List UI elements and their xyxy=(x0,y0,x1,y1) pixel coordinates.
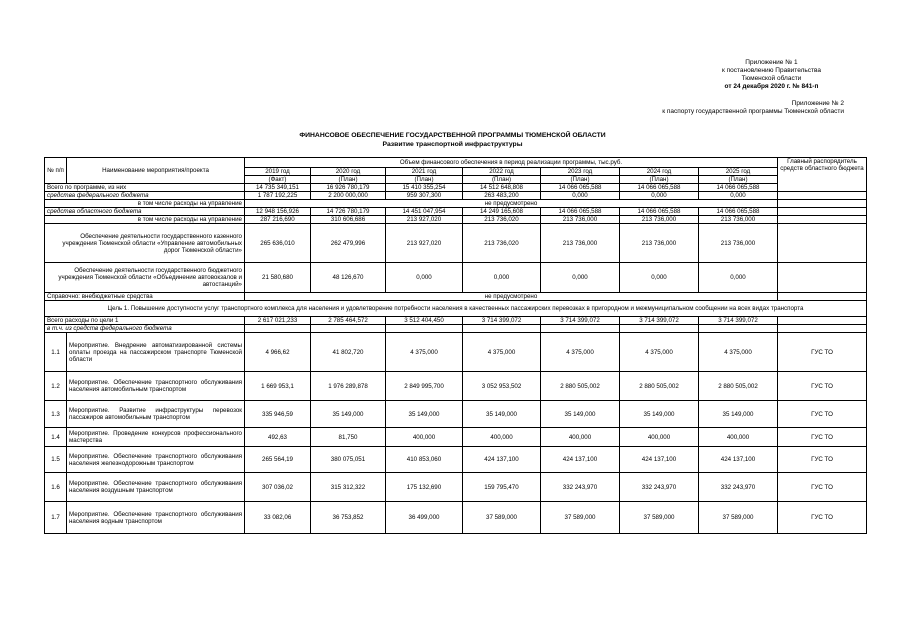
table-row xyxy=(45,473,867,502)
header-year-kind: (План) xyxy=(311,176,386,184)
value-cell: 400,000 xyxy=(386,428,463,447)
item-text: Мероприятие. Обеспечение транспортного обслуживания населения железнодорожным транспортом xyxy=(67,447,245,473)
empty-cell xyxy=(541,325,620,333)
row-regional-label: средства областного бюджета xyxy=(45,208,245,216)
value-cell: 14 066 065,588 xyxy=(541,208,620,216)
header-row-1 xyxy=(45,158,867,168)
empty-cell xyxy=(699,325,778,333)
row-federal-label: средства федерального бюджета xyxy=(45,192,245,200)
header-year-kind: (Факт) xyxy=(245,176,311,184)
row-federal-mgmt-note: не предусмотрено xyxy=(245,200,778,208)
value-cell: 265 564,19 xyxy=(245,447,311,473)
row-total-label: Всего по программе, из них xyxy=(45,184,245,192)
value-cell: 3 714 399,072 xyxy=(463,317,541,325)
item-number: 1.5 xyxy=(45,447,67,473)
value-cell: 14 249 165,608 xyxy=(463,208,541,216)
value-cell: 213 736,000 xyxy=(541,224,620,263)
value-cell: 37 589,000 xyxy=(463,502,541,534)
value-cell: 0,000 xyxy=(620,192,699,200)
empty-cell xyxy=(620,325,699,333)
value-cell: 213 736,000 xyxy=(541,216,620,224)
title-main: ФИНАНСОВОЕ ОБЕСПЕЧЕНИЕ ГОСУДАРСТВЕННОЙ ПРОГРАММЫ ТЮМЕНСКОЙ ОБЛАСТИ xyxy=(299,132,606,139)
item-manager: ГУС ТО xyxy=(778,473,867,502)
manager-cell xyxy=(778,293,867,301)
row-goal-total xyxy=(45,317,867,325)
value-cell: 335 946,59 xyxy=(245,401,311,428)
value-cell: 0,000 xyxy=(699,263,778,293)
value-cell: 2 849 995,700 xyxy=(386,372,463,401)
header-num: № п/п xyxy=(45,158,67,184)
appendix-2-line2: к паспорту государственной программы Тюменской области xyxy=(662,108,844,115)
value-cell: 4 375,000 xyxy=(541,333,620,372)
value-cell: 21 580,680 xyxy=(245,263,311,293)
value-cell: 35 149,000 xyxy=(541,401,620,428)
manager-cell xyxy=(778,224,867,263)
row-total xyxy=(45,184,867,192)
value-cell: 4 375,000 xyxy=(620,333,699,372)
row-gku-label: Обеспечение деятельности государственного казенного учреждения Тюменской области «Управление автомобильных дорог Тюменской области» xyxy=(45,224,245,263)
empty-cell xyxy=(386,325,463,333)
appendix-1-line1: Приложение № 1 xyxy=(745,59,798,66)
value-cell: 14 066 065,588 xyxy=(699,208,778,216)
appendix-2-line1: Приложение № 2 xyxy=(791,100,844,107)
header-year: 2019 год xyxy=(245,168,311,176)
value-cell: 262 479,996 xyxy=(311,224,386,263)
value-cell: 410 853,060 xyxy=(386,447,463,473)
item-text: Мероприятие. Обеспечение транспортного обслуживания населения воздушным транспортом xyxy=(67,473,245,502)
item-manager: ГУС ТО xyxy=(778,401,867,428)
value-cell: 0,000 xyxy=(541,263,620,293)
table-row xyxy=(45,372,867,401)
value-cell: 400,000 xyxy=(541,428,620,447)
row-gku xyxy=(45,224,867,263)
value-cell: 81,750 xyxy=(311,428,386,447)
value-cell: 959 307,300 xyxy=(386,192,463,200)
value-cell: 33 082,06 xyxy=(245,502,311,534)
value-cell: 2 880 505,002 xyxy=(620,372,699,401)
table-row xyxy=(45,333,867,372)
value-cell: 37 589,000 xyxy=(699,502,778,534)
value-cell: 0,000 xyxy=(386,263,463,293)
table-row xyxy=(45,502,867,534)
item-number: 1.6 xyxy=(45,473,67,502)
header-year-kind: (План) xyxy=(620,176,699,184)
manager-cell xyxy=(778,317,867,325)
value-cell: 35 149,000 xyxy=(311,401,386,428)
value-cell: 0,000 xyxy=(620,263,699,293)
row-regional-mgmt-label: в том числе расходы на управление xyxy=(45,216,245,224)
value-cell: 35 149,000 xyxy=(699,401,778,428)
value-cell: 12 948 156,926 xyxy=(245,208,311,216)
row-gbu xyxy=(45,263,867,293)
row-regional-mgmt xyxy=(45,216,867,224)
value-cell: 14 066 065,588 xyxy=(699,184,778,192)
value-cell: 1 669 953,1 xyxy=(245,372,311,401)
value-cell: 2 617 021,233 xyxy=(245,317,311,325)
header-year-kind: (План) xyxy=(386,176,463,184)
row-goal-federal xyxy=(45,325,867,333)
value-cell: 1 787 192,225 xyxy=(245,192,311,200)
value-cell: 36 753,852 xyxy=(311,502,386,534)
manager-cell xyxy=(778,216,867,224)
header-year: 2024 год xyxy=(620,168,699,176)
item-number: 1.1 xyxy=(45,333,67,372)
value-cell: 213 736,000 xyxy=(620,224,699,263)
value-cell: 1 976 289,878 xyxy=(311,372,386,401)
value-cell: 37 589,000 xyxy=(541,502,620,534)
value-cell: 36 499,000 xyxy=(386,502,463,534)
value-cell: 307 036,02 xyxy=(245,473,311,502)
value-cell: 424 137,100 xyxy=(541,447,620,473)
value-cell: 3 714 399,072 xyxy=(699,317,778,325)
finance-table xyxy=(44,157,867,534)
value-cell: 14 066 065,588 xyxy=(541,184,620,192)
value-cell: 0,000 xyxy=(699,192,778,200)
header-year: 2023 год xyxy=(541,168,620,176)
value-cell: 4 375,000 xyxy=(463,333,541,372)
value-cell: 3 714 399,072 xyxy=(620,317,699,325)
value-cell: 4 966,62 xyxy=(245,333,311,372)
row-federal xyxy=(45,192,867,200)
document-title xyxy=(0,131,905,149)
row-extra-label: Справочно: внебюджетные средства xyxy=(45,293,245,301)
value-cell: 0,000 xyxy=(541,192,620,200)
title-sub: Развитие транспортной инфраструктуры xyxy=(382,141,523,148)
item-manager: ГУС ТО xyxy=(778,502,867,534)
header-year-kind: (План) xyxy=(699,176,778,184)
value-cell: 213 736,020 xyxy=(463,224,541,263)
row-federal-mgmt-label: в том числе расходы на управление xyxy=(45,200,245,208)
value-cell: 213 736,000 xyxy=(620,216,699,224)
value-cell: 3 052 953,502 xyxy=(463,372,541,401)
appendix-1-line3: Тюменской области xyxy=(741,75,802,82)
item-manager: ГУС ТО xyxy=(778,333,867,372)
header-name: Наименование мероприятия/проекта xyxy=(67,158,245,184)
empty-cell xyxy=(778,325,867,333)
value-cell: 4 375,000 xyxy=(386,333,463,372)
value-cell: 175 132,690 xyxy=(386,473,463,502)
item-text: Мероприятие. Обеспечение транспортного обслуживания населения автомобильным транспортом xyxy=(67,372,245,401)
row-extra-note: не предусмотрено xyxy=(245,293,778,301)
value-cell: 41 802,720 xyxy=(311,333,386,372)
value-cell: 400,000 xyxy=(620,428,699,447)
value-cell: 14 735 349,151 xyxy=(245,184,311,192)
value-cell: 3 512 404,450 xyxy=(386,317,463,325)
header-year: 2021 год xyxy=(386,168,463,176)
value-cell: 14 726 780,179 xyxy=(311,208,386,216)
row-goal xyxy=(45,301,867,317)
item-text: Мероприятие. Развитие инфраструктуры перевозок пассажиров автомобильным транспортом xyxy=(67,401,245,428)
value-cell: 287 216,690 xyxy=(245,216,311,224)
item-manager: ГУС ТО xyxy=(778,372,867,401)
value-cell: 35 149,000 xyxy=(386,401,463,428)
value-cell: 424 137,100 xyxy=(699,447,778,473)
value-cell: 2 785 464,572 xyxy=(311,317,386,325)
empty-cell xyxy=(245,325,311,333)
item-text: Мероприятие. Внедрение автоматизированной системы оплаты проезда на пассажирском транспорте Тюменской области xyxy=(67,333,245,372)
table-row xyxy=(45,428,867,447)
value-cell: 380 075,051 xyxy=(311,447,386,473)
value-cell: 332 243,970 xyxy=(620,473,699,502)
empty-cell xyxy=(463,325,541,333)
value-cell: 213 736,000 xyxy=(699,224,778,263)
value-cell: 213 927,020 xyxy=(386,224,463,263)
manager-cell xyxy=(778,263,867,293)
value-cell: 0,000 xyxy=(463,263,541,293)
table-row xyxy=(45,447,867,473)
value-cell: 4 375,000 xyxy=(699,333,778,372)
appendix-2-block xyxy=(662,100,844,116)
value-cell: 2 880 505,002 xyxy=(699,372,778,401)
value-cell: 14 066 065,588 xyxy=(620,184,699,192)
header-year: 2022 год xyxy=(463,168,541,176)
value-cell: 310 606,686 xyxy=(311,216,386,224)
value-cell: 2 880 505,002 xyxy=(541,372,620,401)
manager-cell xyxy=(778,208,867,216)
item-manager: ГУС ТО xyxy=(778,447,867,473)
row-extra xyxy=(45,293,867,301)
row-regional xyxy=(45,208,867,216)
item-number: 1.2 xyxy=(45,372,67,401)
item-number: 1.4 xyxy=(45,428,67,447)
value-cell: 14 512 648,808 xyxy=(463,184,541,192)
header-year: 2020 год xyxy=(311,168,386,176)
table-row xyxy=(45,401,867,428)
value-cell: 159 795,470 xyxy=(463,473,541,502)
empty-cell xyxy=(311,325,386,333)
item-text: Мероприятие. Проведение конкурсов профессионального мастерства xyxy=(67,428,245,447)
item-text: Мероприятие. Обеспечение транспортного обслуживания населения водным транспортом xyxy=(67,502,245,534)
value-cell: 14 451 047,954 xyxy=(386,208,463,216)
item-number: 1.7 xyxy=(45,502,67,534)
value-cell: 424 137,100 xyxy=(620,447,699,473)
value-cell: 35 149,000 xyxy=(463,401,541,428)
item-manager: ГУС ТО xyxy=(778,428,867,447)
row-gbu-label: Обеспечение деятельности государственного бюджетного учреждения Тюменской области «Объединение автовокзалов и автостанций» xyxy=(45,263,245,293)
value-cell: 16 926 780,179 xyxy=(311,184,386,192)
appendix-1-block xyxy=(722,59,821,91)
value-cell: 332 243,970 xyxy=(541,473,620,502)
manager-cell xyxy=(778,200,867,208)
item-number: 1.3 xyxy=(45,401,67,428)
value-cell: 3 714 399,072 xyxy=(541,317,620,325)
header-year-kind: (План) xyxy=(463,176,541,184)
header-year-kind: (План) xyxy=(541,176,620,184)
value-cell: 265 636,010 xyxy=(245,224,311,263)
value-cell: 315 312,322 xyxy=(311,473,386,502)
value-cell: 213 736,000 xyxy=(699,216,778,224)
manager-cell xyxy=(778,192,867,200)
header-year: 2025 год xyxy=(699,168,778,176)
appendix-1-line2: к постановлению Правительства xyxy=(721,67,821,74)
row-goal-federal-label: в т.ч. из средств федерального бюджета xyxy=(45,325,245,333)
value-cell: 400,000 xyxy=(463,428,541,447)
value-cell: 492,63 xyxy=(245,428,311,447)
value-cell: 424 137,100 xyxy=(463,447,541,473)
value-cell: 35 149,000 xyxy=(620,401,699,428)
value-cell: 37 589,000 xyxy=(620,502,699,534)
value-cell: 213 927,020 xyxy=(386,216,463,224)
value-cell: 48 126,670 xyxy=(311,263,386,293)
appendix-1-line4: от 24 декабря 2020 г. № 841-п xyxy=(724,83,819,90)
header-volume: Объем финансового обеспечения в период реализации программы, тыс.руб. xyxy=(245,158,778,168)
value-cell: 400,000 xyxy=(699,428,778,447)
row-federal-mgmt xyxy=(45,200,867,208)
goal-text: Цель 1. Повышение доступности услуг транспортного комплекса для населения и удовлетворение потребности населения в качественных пассажирских перевозках в пригородном и межмуниципальном сообщении на всех видах транспорта xyxy=(45,301,867,317)
header-manager: Главный распорядитель средств областного бюджета xyxy=(778,158,867,192)
value-cell: 213 736,020 xyxy=(463,216,541,224)
row-goal-total-label: Всего расходы по цели 1 xyxy=(45,317,245,325)
value-cell: 15 410 355,254 xyxy=(386,184,463,192)
value-cell: 332 243,970 xyxy=(699,473,778,502)
value-cell: 263 483,200 xyxy=(463,192,541,200)
value-cell: 14 066 065,588 xyxy=(620,208,699,216)
value-cell: 2 200 000,000 xyxy=(311,192,386,200)
